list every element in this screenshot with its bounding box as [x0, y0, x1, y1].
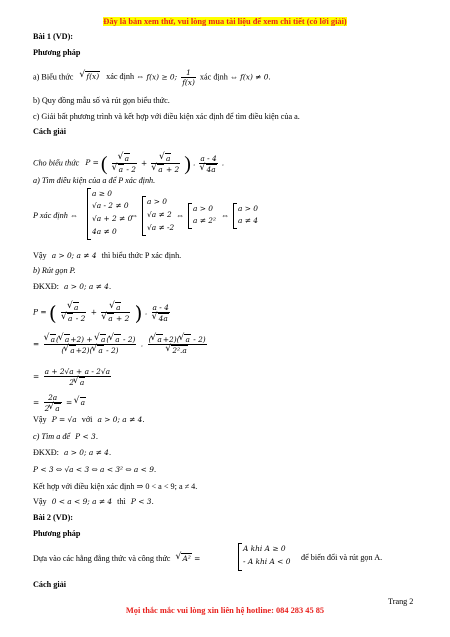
vay-a: Vậy a > 0; a ≠ 4 thì biểu thức P xác định.	[33, 251, 182, 260]
page-number: Trang 2	[388, 597, 414, 606]
bai1-phuong-phap: Phương pháp	[33, 48, 81, 57]
preview-banner: Đây là bản xem thử, vui lòng mua tài liệu để xem chi tiết (có lời giải)	[103, 17, 347, 26]
part-a-title: a) Tìm điều kiện của a để P xác định.	[33, 176, 156, 185]
step-c: c) Giải bất phương trình và kết hợp với điều kiện xác định để tìm điều kiện của a.	[33, 112, 300, 121]
p-xac-dinh: P xác định ⇔	[33, 211, 79, 220]
dkxd-c: ĐKXĐ: a > 0; a ≠ 4.	[33, 448, 112, 457]
p-step-3: = $\frac{a + 2√a + a - 2√a}{2√ a}$	[33, 367, 113, 387]
cho-bieu-thuc: Cho biểu thức P = ( √ a √ a - 2 + √ a √ a + 2 ) . a - 4 √ 4a .	[33, 153, 224, 174]
bai2-text-post: để biến đổi và rút gọn A.	[301, 553, 383, 562]
dkxd-b: ĐKXĐ: a > 0; a ≠ 4.	[33, 282, 112, 291]
brace-1	[87, 188, 91, 240]
part-b-title: b) Rút gọn P.	[33, 266, 76, 275]
part-c-title: c) Tìm a để P < 3.	[33, 432, 99, 441]
step-a-line: a) Biểu thức √ f(x) xác định ⇔ f(x) ≥ 0; $\frac{1}{f(x)}$ xác định ⇔ f(x) ≠ 0.	[33, 68, 271, 87]
p-step-2: = √ $\frac{a(√ a+2) + √ a(√ a - 2)}{(√ a+2)(√ a - 2)}$ . (√ a+2)(√ a - 2) √ 2².a	[33, 334, 209, 355]
ket-hop: Kết hợp với điều kiện xác định ⇒ 0 < a < 9; a ≠ 4.	[33, 482, 198, 491]
hotline: Mọi thắc mắc vui lòng xin liên hệ hotline: 084 283 45 85	[125, 606, 325, 615]
vay-c: Vậy 0 < a < 9; a ≠ 4 thì P < 3.	[33, 497, 154, 506]
bai1-cach-giai: Cách giải	[33, 127, 66, 136]
bai2-text: Dựa vào các hằng đẳng thức và công thức √ A² =	[33, 553, 200, 564]
bai2-cach-giai: Cách giải	[33, 580, 66, 589]
brace-2	[142, 196, 146, 236]
brace-4	[233, 203, 237, 229]
bai2-title: Bài 2 (VD):	[33, 513, 74, 522]
p-step-4: = $\frac{2a}{2√ a}$ = √ a	[33, 393, 86, 413]
vay-b: Vậy P = √a với a > 0; a ≠ 4.	[33, 415, 145, 424]
p-step-1: P = ( √ a √ a - 2 + √ a √ a + 2 ) . a - 4 √ 4a	[33, 302, 172, 323]
bai2-phuong-phap: Phương pháp	[33, 529, 81, 538]
bai1-title: Bài 1 (VD):	[33, 32, 74, 41]
step-b: b) Quy đồng mẫu số và rút gọn biểu thức.	[33, 96, 170, 105]
c-chain: P < 3 ⇔ √a < 3 ⇔ a < 3² ⇔ a < 9.	[33, 465, 157, 474]
bai2-brace	[238, 543, 242, 571]
brace-3	[188, 203, 192, 229]
